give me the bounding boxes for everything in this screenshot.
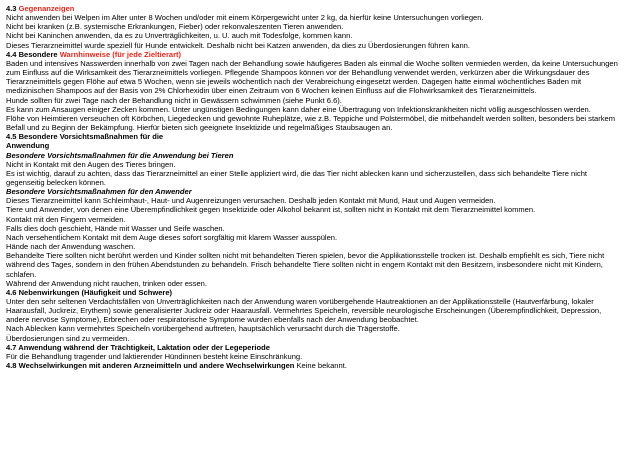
paragraph: Unter den sehr seltenen Verdachtsfällen von Unverträglichkeiten nach der Anwendung waren vorübergehende Hautreaktionen an der Applikationsstelle (Hautverfärbung, lokaler Haarausfall, Juckreiz, Erythem) sowie generalisierter Juckreiz oder Haarausfall. Vermehrtes Speicheln, reversible neurologische Erscheinungen (Überempfindlichkeit, Depression, andere nervöse Symptome), Erbrechen oder respiratorische Symptome wurden ebenfalls nach der Anwendung beobachtet. (6, 297, 602, 325)
text-line: Falls dies doch geschieht, Hände mit Wasser und Seife waschen. (6, 223, 225, 233)
paragraph: Hunde sollten für zwei Tage nach der Behandlung nicht in Gewässern schwimmen (siehe Punkt 6.6). (6, 95, 342, 105)
section-4-5-heading-cont: Anwendung (6, 141, 50, 151)
section-4-7-heading: 4.7 Anwendung während der Trächtigkeit, Laktation oder der Legeperiode (6, 342, 270, 352)
paragraph: Überdosierungen sind zu vermeiden. (6, 333, 130, 343)
section-number: 4.3 (6, 4, 17, 13)
subheading-user: Besondere Vorsichtsmaßnahmen für den Anwender (6, 187, 192, 197)
section-4-8 (6, 361, 621, 370)
section-title: Gegenanzeigen (18, 4, 75, 13)
subheading-animals: Besondere Vorsichtsmaßnahmen für die Anwendung bei Tieren (6, 150, 234, 160)
section-4-8-heading: 4.8 Wechselwirkungen mit anderen Arzneimitteln und andere Wechselwirkungen (6, 361, 295, 371)
text-line: Kontakt mit den Fingern vermeiden. (6, 214, 126, 224)
text-line: Dieses Tierarzneimittel wurde speziell für Hunde entwickelt. Deshalb nicht bei Katzen anwenden, da dies zu Überdosierungen führen kann. (6, 40, 470, 50)
text-line: Es ist wichtig, darauf zu achten, dass das Tierarzneimittel an einer Stelle appliziert wird, die das Tier nicht ablecken kann und sicherzustellen, dass sich behandelte Tiere nicht gegenseitig belecken können. (6, 168, 587, 187)
text-line: Nicht bei kranken (z.B. systemische Erkrankungen, Fieber) oder rekonvaleszenten Tieren anwenden. (6, 22, 344, 32)
paragraph: Flöhe von Heimtieren verseuchen oft Körbchen, Liegedecken und gewohnte Ruheplätze, wie z.B. Teppiche und Polstermöbel, die mitbehandelt werden sollten, besonders bei starkem Befall und zu Beginn der Bekämpfung. Hierfür bieten sich geeignete Insektizide und regelmäßiges Staubsaugen an. (6, 113, 616, 133)
text-line: Behandelte Tiere sollten nicht berührt werden und Kinder sollten nicht mit behandelten Tieren spielen, bevor die Applikationsstelle trocken ist. Deshalb empfiehlt es sich, Tiere nicht während des Tages, sondern in den frühen Abendstunden zu behandeln. Frisch behandelte Tiere sollten nicht in engem Kontakt mit den Besitzern, insbesondere nicht mit Kindern, schlafen. (6, 251, 605, 279)
text-line: Nicht anwenden bei Welpen im Alter unter 8 Wochen und/oder mit einem Körpergewicht unter 2 kg, da hierfür keine Untersuchungen vorliegen. (6, 13, 484, 23)
text-line: Nicht bei Kaninchen anwenden, da es zu Unverträglichkeiten, u. U. auch mit Todesfolge, kommen kann. (6, 31, 353, 41)
section-number: 4.4 Besondere (6, 49, 58, 59)
text-line: Dieses Tierarzneimittel kann Schleimhaut-, Haut- und Augenreizungen verursachen. Deshalb jeden Kontakt mit Mund, Haut und Augen vermeiden. (6, 196, 496, 206)
section-4-8-text: Keine bekannt. (296, 361, 347, 371)
section-4-6-heading: 4.6 Nebenwirkungen (Häufigkeit und Schwere) (6, 287, 173, 297)
paragraph: Nach Ablecken kann vermehrtes Speicheln vorübergehend auftreten, hauptsächlich verursacht durch die Trägerstoffe. (6, 324, 400, 334)
section-title: Warnhinweise (für jede Zieltierart) (59, 49, 182, 59)
text-line: Während der Anwendung nicht rauchen, trinken oder essen. (6, 278, 207, 288)
text-line: Nach versehentlichem Kontakt mit dem Auge dieses sofort sorgfältig mit klarem Wasser ausspülen. (6, 232, 338, 242)
section-4-4-heading (6, 50, 621, 59)
paragraph: Es kann zum Ansaugen einiger Zecken kommen. Unter ungünstigen Bedingungen kann daher eine Übertragung von Infektionskrankheiten nicht völlig ausgeschlossen werden. (6, 104, 591, 114)
text-line: Nicht in Kontakt mit den Augen des Tieres bringen. (6, 159, 176, 169)
section-4-5-heading: 4.5 Besondere Vorsichtsmaßnahmen für die (6, 132, 164, 142)
paragraph: Baden und intensives Nasswerden innerhalb von zwei Tagen nach der Behandlung sowie häufigeres Baden als einmal die Woche sollten vermieden werden, da keine Untersuchungen zum Einfluss auf die Wirksamkeit des Tierarzneimittels vorliegen. Pflegende Shampoos können vor der Behandlung verwendet werden, verkürzen aber die Wirkungsdauer des Tierarzneimittels gegen Flöhe auf etwa 5 Wochen, wenn sie jeweils wöchentlich nach der Verabreichung eingesetzt werden. Dagegen hatte einmal wöchentliches Baden mit medizinischen Shampoos auf der Basis von 2% Chlorhexidin über einen Zeitraum von 6 Wochen keinen Einfluss auf die Flohwirksamkeit des Tierarzneimittels. (6, 58, 618, 96)
text-line: Tiere und Anwender, von denen eine Überempfindlichkeit gegen Insektizide oder Alkohol bekannt ist, sollten nicht in Kontakt mit dem Tierarzneimittel kommen. (6, 205, 536, 215)
paragraph: Für die Behandlung tragender und laktierender Hündinnen besteht keine Einschränkung. (6, 351, 303, 361)
section-4-3-heading (6, 4, 621, 13)
text-line: Hände nach der Anwendung waschen. (6, 242, 136, 252)
